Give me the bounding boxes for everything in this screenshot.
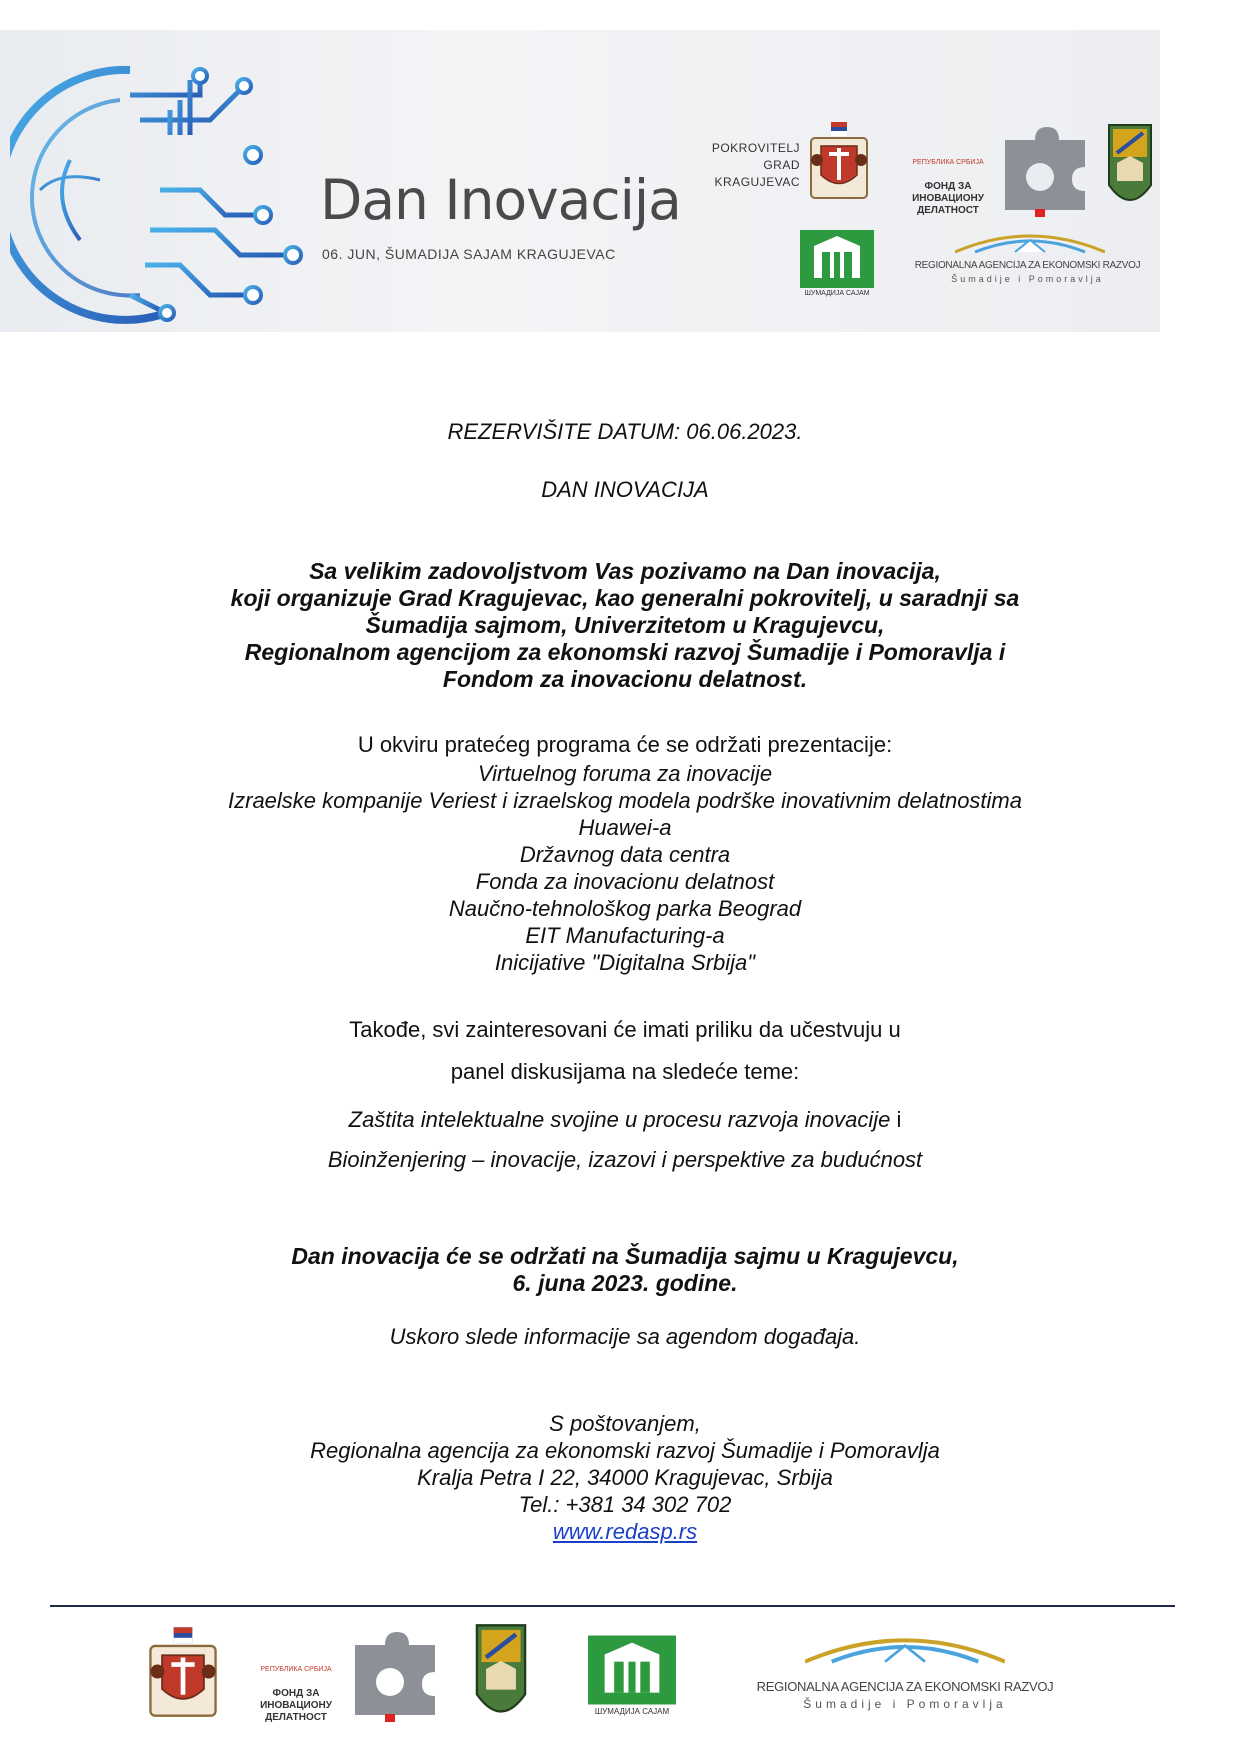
footer-logo-strip	[0, 1615, 1241, 1745]
kragujevac-coat-of-arms	[807, 120, 871, 206]
website-link[interactable]: www.redasp.rs	[552, 1519, 698, 1544]
signature-address: Kralja Petra I 22, 34000 Kragujevac, Srbija	[417, 1465, 833, 1490]
presentation-item: EIT Manufacturing-a	[525, 923, 725, 948]
footer-divider	[50, 1605, 1175, 1607]
puzzle-icon	[350, 1630, 440, 1725]
signature-org: Regionalna agencija za ekonomski razvoj Šumadije i Pomoravlja	[310, 1438, 940, 1463]
invite-line: Fondom za inovacionu delatnost.	[442, 666, 808, 692]
sajam-label: ШУМАДИЈА САЈАМ	[594, 1707, 670, 1716]
invite-line: Sa velikim zadovoljstvom Vas pozivamo na Dan inovacija,	[309, 558, 941, 584]
invite-line: Regionalnom agencijom za ekonomski razvoj Šumadije i Pomoravlja i	[244, 639, 1006, 665]
fond-za-inovacionu-delatnost-logo	[248, 1630, 448, 1725]
presentation-item: Inicijative "Digitalna Srbija"	[494, 950, 756, 975]
agency-line1: REGIONALNA AGENCIJA ZA EKONOMSKI RAZVOJ	[914, 260, 1141, 271]
presentation-item: Virtuelnog foruma za inovacije	[477, 761, 773, 786]
signature-phone: Tel.: +381 34 302 702	[518, 1492, 732, 1517]
topic-1-suffix: i	[890, 1107, 902, 1132]
fond-label: ФОНД ЗА ИНОВАЦИОНУ ДЕЛАТНОСТ	[912, 181, 984, 216]
header-banner	[0, 30, 1160, 332]
location-line-1: Dan inovacija će se održati na Šumadija sajmu u Kragujevcu,	[291, 1243, 959, 1269]
puzzle-icon	[1000, 125, 1090, 220]
fond-label-small: РЕПУБЛИКА СРБИЈА	[260, 1666, 332, 1673]
presentation-item: Fonda za inovacionu delatnost	[475, 869, 775, 894]
program-intro: U okviru pratećeg programa će se održati prezentacije:	[357, 732, 893, 757]
event-title: Dan Inovacija	[320, 168, 681, 232]
signature-block	[130, 1410, 1120, 1545]
sponsor-label: POKROVITELJ GRAD KRAGUJEVAC	[711, 141, 800, 189]
agency-arc-icon	[955, 228, 1105, 254]
university-kragujevac-shield	[1107, 123, 1153, 217]
fond-za-inovacionu-delatnost-logo	[900, 125, 1090, 220]
location-line-2: 6. juna 2023. godine.	[512, 1270, 738, 1296]
presentation-item: Huawei-a	[578, 815, 672, 840]
circuit-globe-logo	[10, 40, 310, 330]
regional-agency-logo	[720, 1627, 1090, 1717]
sajam-icon	[588, 1635, 676, 1705]
fond-label-small: РЕПУБЛИКА СРБИЈА	[912, 159, 984, 166]
agenda-note: Uskoro slede informacije sa agendom događaja.	[389, 1324, 861, 1349]
sumadija-sajam-logo	[588, 1635, 676, 1725]
panel-topic-2: Bioinženjering – inovacije, izazovi i perspektive za budućnost	[327, 1147, 923, 1172]
fond-label: ФОНД ЗА ИНОВАЦИОНУ ДЕЛАТНОСТ	[260, 1688, 332, 1723]
sajam-icon	[800, 230, 874, 288]
panel-intro-2: panel diskusijama na sledeće teme:	[450, 1059, 800, 1084]
regional-agency-logo	[895, 228, 1160, 298]
location-paragraph	[130, 1243, 1120, 1297]
agency-line2: Šumadije i Pomoravlja	[951, 274, 1104, 284]
signature-greeting: S poštovanjem,	[549, 1411, 701, 1436]
agency-line1: REGIONALNA AGENCIJA ZA EKONOMSKI RAZVOJ	[756, 1679, 1054, 1694]
presentation-item: Naučno-tehnološkog parka Beograd	[448, 896, 802, 921]
presentation-item: Izraelske kompanije Veriest i izraelskog modela podrške inovativnim delatnostima	[228, 788, 1022, 813]
panel-intro-1: Takođe, svi zainteresovani će imati priliku da učestvuju u	[349, 1017, 901, 1042]
sajam-label: ШУМАДИЈА САЈАМ	[804, 290, 870, 297]
invite-line: koji organizuje Grad Kragujevac, kao generalni pokrovitelj, u saradnji sa	[230, 585, 1020, 611]
agency-line2: Šumadije i Pomoravlja	[803, 1697, 1007, 1711]
presentation-item: Državnog data centra	[519, 842, 731, 867]
panel-topic-1	[130, 1106, 1120, 1133]
event-subtitle: 06. JUN, ŠUMADIJA SAJAM KRAGUJEVAC	[322, 246, 616, 262]
agency-arc-icon	[805, 1627, 1005, 1667]
university-kragujevac-shield	[474, 1623, 528, 1731]
event-heading: DAN INOVACIJA	[541, 477, 709, 502]
invite-line: Šumadija sajmom, Univerzitetom u Kragujevcu,	[365, 612, 885, 638]
sumadija-sajam-logo	[800, 230, 874, 302]
kragujevac-coat-of-arms	[145, 1625, 221, 1725]
topic-1-text: Zaštita intelektualne svojine u procesu razvoja inovacije	[348, 1107, 891, 1132]
reserve-date-heading: REZERVIŠITE DATUM: 06.06.2023.	[447, 419, 803, 444]
program-section	[130, 731, 1120, 976]
invitation-paragraph	[130, 558, 1120, 693]
